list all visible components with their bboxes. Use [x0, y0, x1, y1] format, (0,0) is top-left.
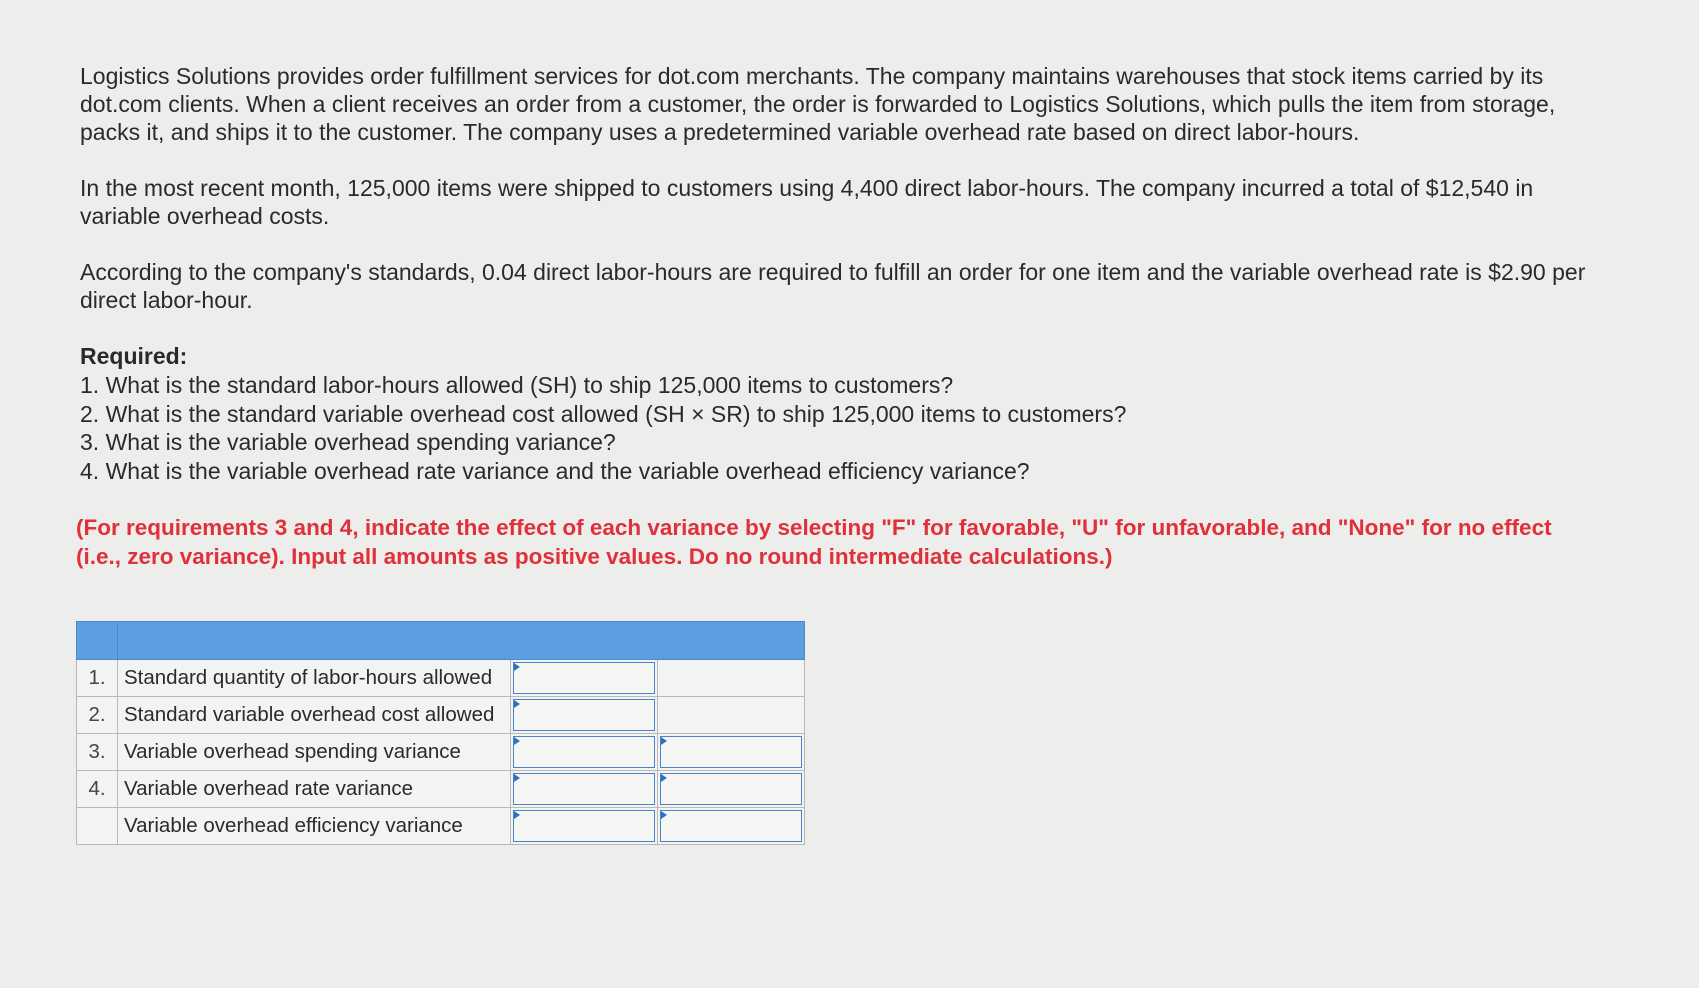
month-paragraph: In the most recent month, 125,000 items were shipped to customers using 4,400 direct labor-hours. The company incurred a total of $12,540 in variable overhead costs.	[80, 175, 1534, 229]
row-label: Standard variable overhead cost allowed	[118, 697, 511, 734]
question-4: 4. What is the variable overhead rate variance and the variable overhead efficiency variance?	[80, 457, 1030, 484]
amount-input-3[interactable]	[511, 734, 658, 771]
effect-select-3[interactable]	[658, 734, 805, 771]
required-heading: Required:	[80, 343, 188, 369]
intro-paragraph: Logistics Solutions provides order fulfillment services for dot.com merchants. The company maintains warehouses that stock items carried by its dot.com clients. When a client receives an order from a customer, the order is forwarded to Logistics Solutions, which pulls the item from storage, packs it, and ships it to the customer. The company uses a predetermined variable overhead rate based on direct labor-hours.	[80, 63, 1556, 145]
amount-input-4[interactable]	[511, 771, 658, 808]
table-row	[77, 734, 805, 771]
row-number: 3.	[77, 734, 118, 771]
effect-select-4[interactable]	[658, 771, 805, 808]
empty-cell	[658, 697, 805, 734]
answer-table	[76, 621, 805, 845]
row-label: Variable overhead rate variance	[118, 771, 511, 808]
table-header	[77, 622, 805, 660]
question-3: 3. What is the variable overhead spending variance?	[80, 429, 616, 455]
amount-field[interactable]	[513, 699, 655, 731]
amount-field[interactable]	[513, 662, 655, 694]
row-number: 4.	[77, 771, 118, 808]
row-number: 2.	[77, 697, 118, 734]
row-label: Variable overhead spending variance	[118, 734, 511, 771]
standards-paragraph: According to the company's standards, 0.04 direct labor-hours are required to fulfill an order for one item and the variable overhead rate is $2.90 per direct labor-hour.	[80, 259, 1586, 313]
table-row	[77, 697, 805, 734]
table-row	[77, 771, 805, 808]
empty-cell	[658, 660, 805, 697]
amount-field[interactable]	[513, 810, 655, 842]
table-row	[77, 660, 805, 697]
table-row	[77, 808, 805, 845]
question-content	[76, 62, 1600, 845]
row-label: Standard quantity of labor-hours allowed	[118, 660, 511, 697]
row-number: 1.	[77, 660, 118, 697]
amount-input-2[interactable]	[511, 697, 658, 734]
questions-list	[80, 371, 1600, 485]
row-number	[77, 808, 118, 845]
row-label: Variable overhead efficiency variance	[118, 808, 511, 845]
effect-select-5[interactable]	[658, 808, 805, 845]
amount-field[interactable]	[513, 773, 655, 805]
effect-dropdown[interactable]	[660, 736, 802, 768]
amount-input-1[interactable]	[511, 660, 658, 697]
amount-field[interactable]	[513, 736, 655, 768]
effect-dropdown[interactable]	[660, 810, 802, 842]
instructions: (For requirements 3 and 4, indicate the effect of each variance by selecting "F" for favorable, "U" for unfavorable, and "None" for no effect (i.e., zero variance). Input all amounts as positive values. Do no round intermediate calculations.)	[76, 515, 1552, 569]
effect-dropdown[interactable]	[660, 773, 802, 805]
amount-input-5[interactable]	[511, 808, 658, 845]
question-2: 2. What is the standard variable overhead cost allowed (SH × SR) to ship 125,000 items to customers?	[80, 400, 1127, 427]
question-1: 1. What is the standard labor-hours allowed (SH) to ship 125,000 items to customers?	[80, 372, 954, 398]
